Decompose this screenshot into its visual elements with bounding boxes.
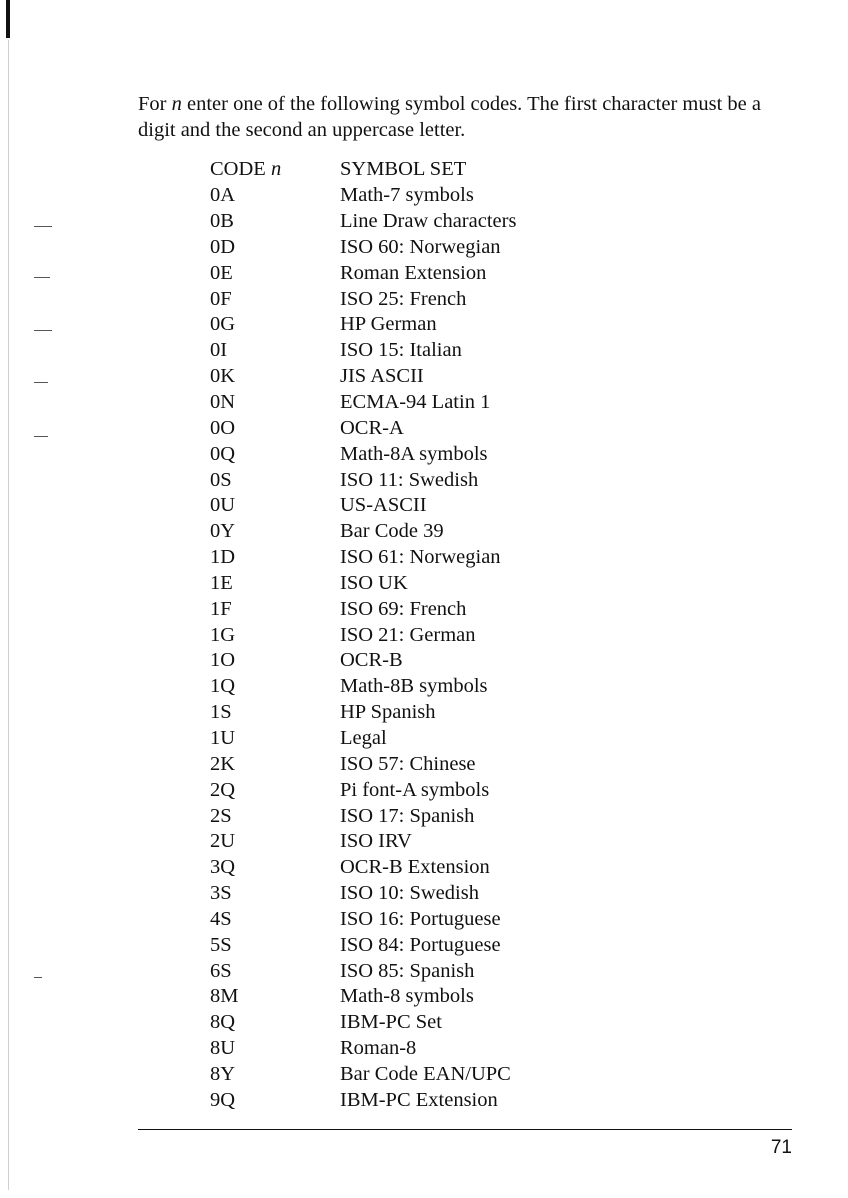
- code-cell: 1Q: [210, 675, 236, 698]
- symbol-set-table: [210, 157, 516, 1113]
- table-row: [210, 984, 516, 1010]
- code-cell: 1O: [210, 649, 236, 672]
- code-cell: 2Q: [210, 778, 236, 801]
- symbol-set-cell: Math-8B symbols: [340, 675, 488, 698]
- code-cell: 8U: [210, 1037, 236, 1060]
- table-row: [210, 1036, 516, 1062]
- table-row: [210, 312, 516, 338]
- scan-speck: [34, 277, 50, 278]
- table-body: [210, 183, 516, 1113]
- scan-edge-mark: [6, 0, 10, 38]
- symbol-set-cell: Bar Code EAN/UPC: [340, 1062, 511, 1085]
- symbol-set-cell: Math-8A symbols: [340, 442, 488, 465]
- symbol-set-cell: Line Draw characters: [340, 210, 517, 233]
- intro-variable-n: n: [171, 93, 182, 115]
- header-code-label: CODE: [210, 158, 271, 181]
- header-code: [210, 157, 340, 183]
- symbol-set-cell: ISO 15: Italian: [340, 339, 462, 362]
- table-row: [210, 286, 516, 312]
- scan-speck: [34, 977, 42, 978]
- symbol-set-cell: ISO 11: Swedish: [340, 468, 479, 491]
- symbol-set-cell: Bar Code 39: [340, 520, 444, 543]
- symbol-set-cell: IBM-PC Set: [340, 1011, 442, 1034]
- code-cell: 0D: [210, 235, 236, 258]
- table-row: [210, 648, 516, 674]
- intro-paragraph: [138, 91, 798, 143]
- symbol-set-cell: ISO 57: Chinese: [340, 752, 476, 775]
- symbol-set-cell: ISO 21: German: [340, 623, 476, 646]
- symbol-set-cell: IBM-PC Extension: [340, 1088, 498, 1111]
- table-row: [210, 183, 516, 209]
- code-cell: 0E: [210, 261, 233, 284]
- table-row: [210, 415, 516, 441]
- code-cell: 1F: [210, 597, 232, 620]
- code-cell: 1U: [210, 726, 236, 749]
- symbol-set-cell: ISO 84: Portuguese: [340, 933, 501, 956]
- symbol-set-cell: ISO 10: Swedish: [340, 882, 479, 905]
- header-symbol-set: SYMBOL SET: [340, 158, 467, 181]
- code-cell: 6S: [210, 959, 232, 982]
- code-cell: 0A: [210, 184, 236, 207]
- scan-speck: [34, 436, 48, 437]
- table-row: [210, 545, 516, 571]
- code-cell: 0Y: [210, 520, 236, 543]
- table-row: [210, 571, 516, 597]
- symbol-set-cell: ISO 85: Spanish: [340, 959, 475, 982]
- scan-edge-line: [8, 40, 9, 1190]
- table-header-row: [210, 157, 516, 183]
- scan-speck: [34, 382, 48, 383]
- code-cell: 0N: [210, 391, 236, 414]
- code-cell: 0K: [210, 365, 236, 388]
- table-row: [210, 622, 516, 648]
- symbol-set-cell: Roman-8: [340, 1037, 417, 1060]
- footer-rule: [138, 1129, 792, 1130]
- code-cell: 2S: [210, 804, 232, 827]
- table-row: [210, 338, 516, 364]
- code-cell: 8M: [210, 985, 239, 1008]
- symbol-set-cell: ISO IRV: [340, 830, 412, 853]
- table-row: [210, 829, 516, 855]
- intro-text-before: For: [138, 93, 172, 115]
- symbol-set-cell: ISO UK: [340, 571, 408, 594]
- symbol-set-cell: Math-8 symbols: [340, 985, 474, 1008]
- code-cell: 2K: [210, 752, 236, 775]
- symbol-set-cell: HP German: [340, 313, 437, 336]
- code-cell: 0F: [210, 287, 232, 310]
- code-cell: 0G: [210, 313, 236, 336]
- symbol-set-cell: HP Spanish: [340, 701, 436, 724]
- table-row: [210, 209, 516, 235]
- header-code-variable: n: [270, 158, 282, 181]
- code-cell: 0I: [210, 339, 228, 362]
- code-cell: 1D: [210, 546, 236, 569]
- table-row: [210, 803, 516, 829]
- code-cell: 8Y: [210, 1062, 236, 1085]
- code-cell: 8Q: [210, 1011, 236, 1034]
- code-cell: 0O: [210, 416, 236, 439]
- scan-binding-edge: [0, 0, 60, 1198]
- table-row: [210, 674, 516, 700]
- symbol-set-cell: ISO 16: Portuguese: [340, 907, 501, 930]
- table-row: [210, 777, 516, 803]
- symbol-set-cell: Roman Extension: [340, 261, 487, 284]
- table-row: [210, 881, 516, 907]
- symbol-set-cell: ISO 25: French: [340, 287, 467, 310]
- table-row: [210, 906, 516, 932]
- table-row: [210, 441, 516, 467]
- page-number: 71: [770, 1137, 792, 1158]
- table-row: [210, 1010, 516, 1036]
- symbol-set-cell: US-ASCII: [340, 494, 427, 517]
- symbol-set-cell: JIS ASCII: [340, 365, 424, 388]
- code-cell: 3S: [210, 882, 232, 905]
- table-row: [210, 1087, 516, 1113]
- code-cell: 1G: [210, 623, 236, 646]
- code-cell: 4S: [210, 907, 232, 930]
- code-cell: 2U: [210, 830, 236, 853]
- code-cell: 0S: [210, 468, 232, 491]
- symbol-set-cell: ECMA-94 Latin 1: [340, 391, 491, 414]
- symbol-set-cell: Pi font-A symbols: [340, 778, 490, 801]
- symbol-set-cell: ISO 17: Spanish: [340, 804, 475, 827]
- symbol-set-cell: ISO 69: French: [340, 597, 467, 620]
- code-cell: 3Q: [210, 856, 236, 879]
- code-cell: 9Q: [210, 1088, 236, 1111]
- symbol-set-cell: Math-7 symbols: [340, 184, 474, 207]
- table-row: [210, 855, 516, 881]
- table-row: [210, 364, 516, 390]
- table-row: [210, 932, 516, 958]
- table-row: [210, 235, 516, 261]
- table-row: [210, 596, 516, 622]
- symbol-set-cell: ISO 61: Norwegian: [340, 546, 501, 569]
- symbol-set-cell: OCR-B Extension: [340, 856, 490, 879]
- code-cell: 1S: [210, 701, 232, 724]
- code-cell: 5S: [210, 933, 232, 956]
- code-cell: 0B: [210, 210, 234, 233]
- table-row: [210, 390, 516, 416]
- code-cell: 1E: [210, 571, 233, 594]
- intro-text-after: enter one of the following symbol codes. The first character must be a digit and the second an uppercase letter.: [138, 93, 761, 141]
- symbol-set-cell: Legal: [340, 726, 387, 749]
- code-cell: 0U: [210, 494, 236, 517]
- table-row: [210, 958, 516, 984]
- table-row: [210, 519, 516, 545]
- symbol-set-cell: OCR-A: [340, 416, 404, 439]
- code-cell: 0Q: [210, 442, 236, 465]
- table-row: [210, 700, 516, 726]
- table-row: [210, 751, 516, 777]
- table-row: [210, 493, 516, 519]
- table-row: [210, 1062, 516, 1088]
- table-row: [210, 467, 516, 493]
- symbol-set-cell: OCR-B: [340, 649, 403, 672]
- symbol-set-cell: ISO 60: Norwegian: [340, 235, 501, 258]
- table-row: [210, 260, 516, 286]
- scan-speck: [34, 330, 52, 331]
- table-row: [210, 726, 516, 752]
- scan-speck: [34, 226, 52, 227]
